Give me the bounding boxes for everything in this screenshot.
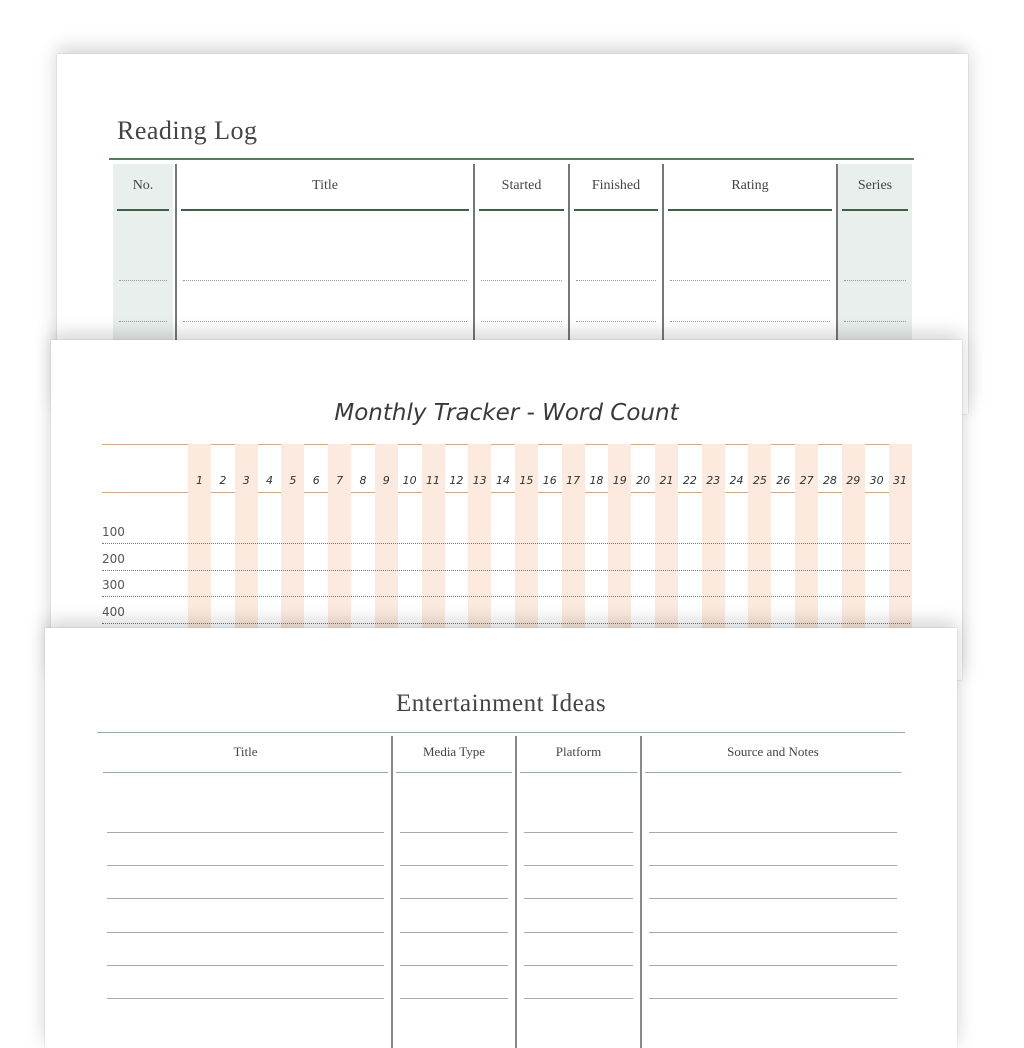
day-label: 12 [449,474,464,487]
column-media-type [393,736,515,1048]
row-line [102,623,910,624]
day-label: 24 [729,474,744,487]
row-line [107,865,384,866]
title-divider [109,158,914,160]
column-header-source-notes: Source and Notes [727,744,819,759]
row-line [844,280,906,281]
column-title [100,736,391,1048]
day-label: 5 [289,474,297,487]
header-underline [574,209,658,211]
row-line [400,865,508,866]
day-label: 1 [196,474,203,487]
day-label: 29 [846,474,861,487]
day-label: 17 [566,474,581,487]
row-line [107,832,384,833]
day-label: 6 [312,474,320,487]
day-label: 20 [636,474,651,487]
row-line [102,596,910,597]
column-header-platform: Platform [555,744,602,759]
row-line [524,965,633,966]
day-label: 21 [659,474,674,487]
row-label: 200 [102,551,125,566]
day-label: 26 [776,474,791,487]
row-line [576,280,656,281]
entertainment-ideas-title: Entertainment Ideas [395,690,607,717]
row-line [524,898,633,899]
row-line [119,280,167,281]
column-platform [517,736,640,1048]
header-underline [520,772,637,773]
day-label: 27 [799,474,814,487]
row-line [400,998,508,999]
row-line [649,998,897,999]
day-label: 31 [893,474,907,487]
row-line [400,932,508,933]
day-label: 8 [359,474,367,487]
header-underline [103,772,388,773]
header-underline [117,209,169,211]
row-line [649,965,897,966]
row-line [183,280,467,281]
row-line [670,321,830,322]
row-line [844,321,906,322]
reading-log-title: Reading Log [117,116,258,145]
row-line [524,832,633,833]
row-line [649,832,897,833]
day-label: 30 [869,474,884,487]
day-label: 3 [242,474,250,487]
column-header-rating: Rating [731,178,769,193]
header-bottom-rule [102,492,910,493]
day-label: 2 [219,474,227,487]
row-line [670,280,830,281]
row-line [183,321,467,322]
title-divider [97,732,905,733]
row-line [576,321,656,322]
row-line [400,832,508,833]
row-line [107,932,384,933]
day-label: 14 [496,474,511,487]
day-label: 25 [752,474,767,487]
day-label: 28 [822,474,837,487]
day-label: 22 [682,474,697,487]
day-label: 4 [266,474,274,487]
header-underline [645,772,901,773]
day-label: 7 [336,474,344,487]
row-line [524,998,633,999]
header-top-rule [102,444,910,445]
row-line [524,865,633,866]
column-header-title: Title [312,178,338,193]
monthly-tracker-title: Monthly Tracker - Word Count [334,400,679,426]
header-underline [842,209,908,211]
day-label: 9 [382,474,390,487]
row-line [481,321,562,322]
header-underline [479,209,564,211]
column-header-title: Title [233,744,258,759]
day-label: 15 [519,474,534,487]
day-label: 13 [472,474,487,487]
row-line [481,280,562,281]
row-line [400,965,508,966]
header-underline [668,209,832,211]
column-header-started: Started [501,178,542,193]
column-header-media-type: Media Type [422,744,486,759]
row-label: 100 [102,525,125,539]
day-label: 19 [612,474,627,487]
day-label: 23 [706,474,721,487]
row-line [107,898,384,899]
row-line [107,965,384,966]
column-header-no: No. [132,178,154,193]
row-line [102,570,910,571]
row-line [102,543,910,544]
row-line [107,998,384,999]
header-underline [396,772,512,773]
day-label: 18 [589,474,604,487]
row-line [649,865,897,866]
row-line [119,321,167,322]
row-line [649,932,897,933]
row-label: 400 [102,604,125,619]
column-header-finished: Finished [591,178,641,193]
row-line [524,932,633,933]
entertainment-ideas-page [45,628,957,1048]
header-underline [181,209,469,211]
column-source-notes [642,736,904,1048]
day-label: 16 [542,474,557,487]
row-line [649,898,897,899]
day-label: 10 [402,474,417,487]
row-line [400,898,508,899]
row-label: 300 [102,578,125,592]
day-label: 11 [426,474,440,487]
column-header-series: Series [857,178,893,193]
